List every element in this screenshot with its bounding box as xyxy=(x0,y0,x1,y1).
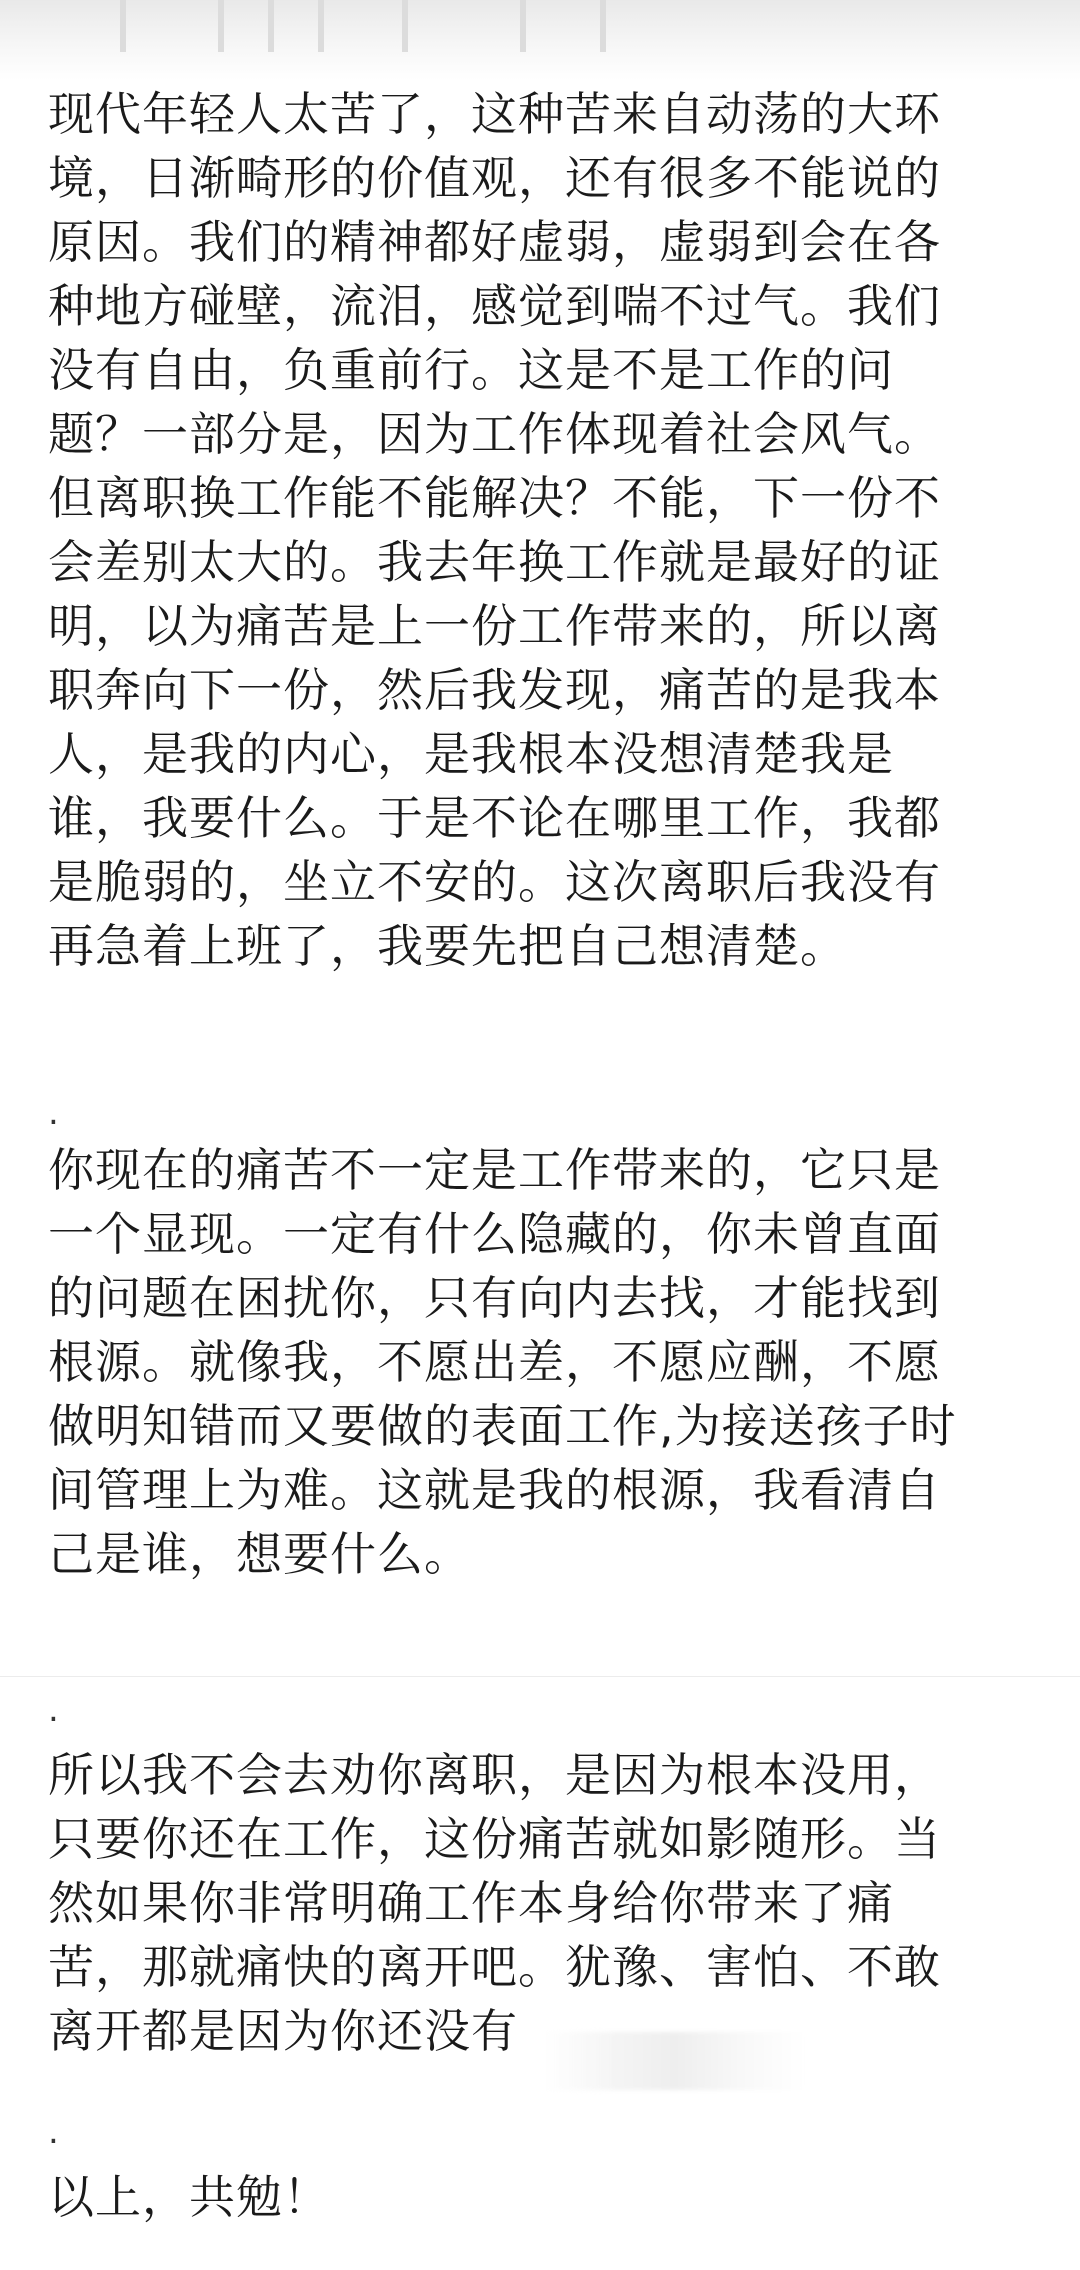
closing-line: 以上，共勉！ xyxy=(48,2170,330,2224)
top-stripe xyxy=(520,0,526,52)
top-stripe xyxy=(318,0,324,52)
separator-dot-1: . xyxy=(48,1093,59,1133)
top-stripe xyxy=(402,0,408,52)
top-stripe xyxy=(218,0,224,52)
top-stripe xyxy=(120,0,126,52)
separator-dot-2: . xyxy=(48,1690,59,1730)
section-divider xyxy=(0,1676,1080,1677)
top-stripe xyxy=(268,0,274,52)
separator-dot-3: . xyxy=(48,2112,59,2152)
top-fade-strip xyxy=(0,0,1080,80)
top-stripe xyxy=(600,0,606,52)
blurred-text-overlay xyxy=(545,2032,805,2090)
paragraph-3: 所以我不会去劝你离职，是因为根本没用， 只要你还在工作，这份痛苦就如影随形。当 然如果你非常明确工作本身给你带来了痛 苦，那就痛快的离开吧。犹豫、害怕、不敢 离开都是因为你还没有 xyxy=(48,1748,941,2058)
paragraph-2: 你现在的痛苦不一定是工作带来的，它只是 一个显现。一定有什么隐藏的，你未曾直面 的问题在困扰你，只有向内去找，才能找到 根源。就像我，不愿出差，不愿应酬，不愿 做明知错而又要做的表面工作,为接送孩子时 间管理上为难。这就是我的根源，我看清自 己是谁，想要什么。 xyxy=(48,1143,957,1581)
paragraph-1: 现代年轻人太苦了，这种苦来自动荡的大环 境，日渐畸形的价值观，还有很多不能说的 原因。我们的精神都好虚弱，虚弱到会在各 种地方碰壁，流泪，感觉到喘不过气。我们 没有自由，负重前行。这是不是工作的问 题？一部分是，因为工作体现着社会风气。 但离职换工作能不能解决？不能，下一份不 会差别太大的。我去年换工作就是最好的证 明，以为痛苦是上一份工作带来的，所以离 职奔向下一份，然后我发现，痛苦的是我本 人，是我的内心，是我根本没想清楚我是 谁，我要什么。于是不论在哪里工作，我都 是脆弱的，坐立不安的。这次离职后我没有 再急着上班了，我要先把自己想清楚。 xyxy=(48,87,941,973)
